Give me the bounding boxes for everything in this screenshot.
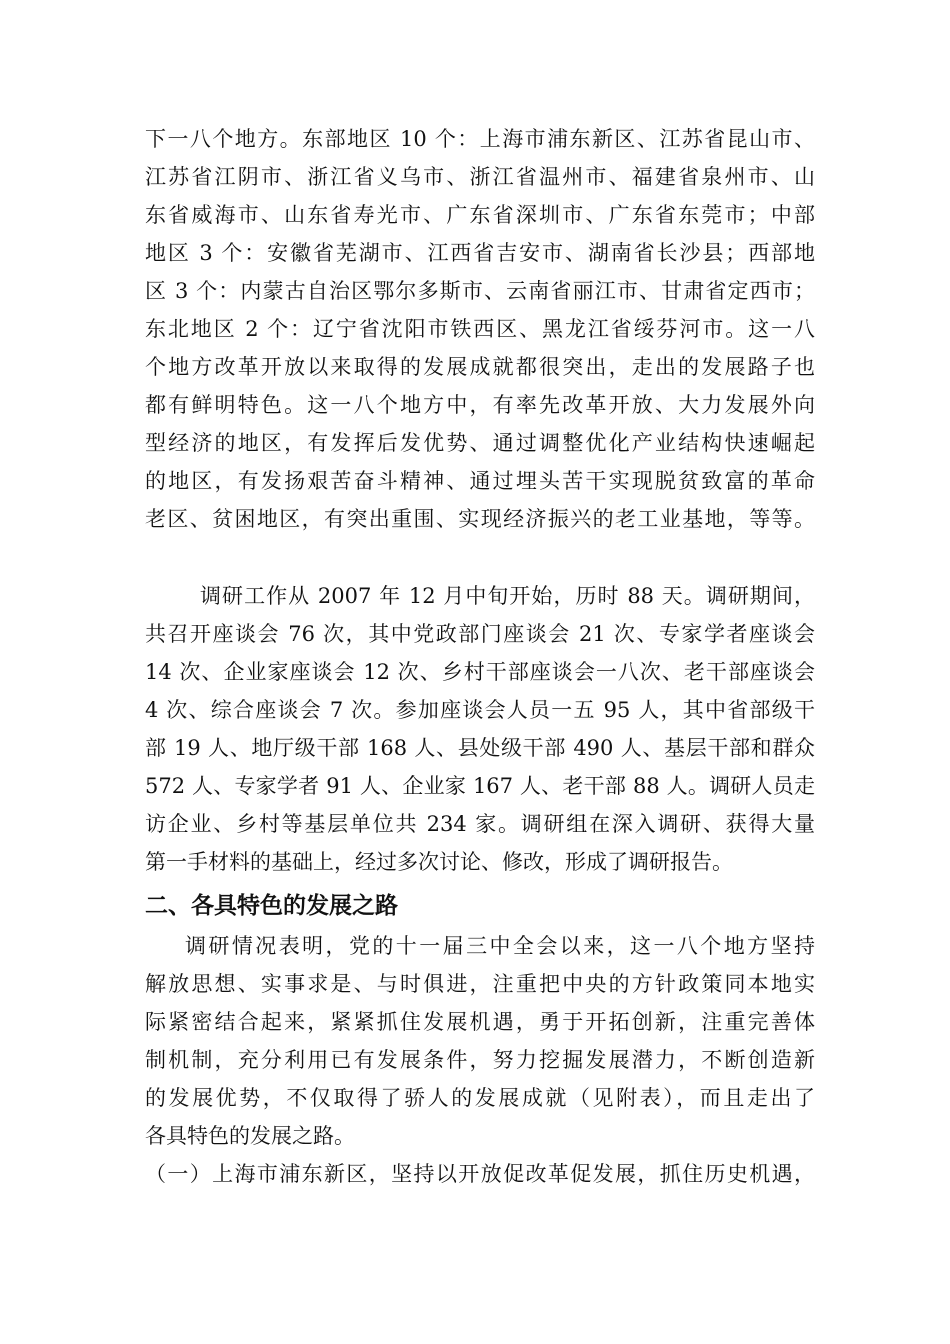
text-line: 调研情况表明，党的十一届三中全会以来，这一八个地方坚持 [185, 934, 815, 958]
section-heading: 二、各具特色的发展之路 [145, 893, 398, 919]
text-line: 的发展优势，不仅取得了骄人的发展成就（见附表），而且走出了 [145, 1086, 815, 1110]
text-line: 各具特色的发展之路。 [145, 1124, 355, 1148]
text-line: 都有鲜明特色。这一八个地方中，有率先改革开放、大力发展外向 [145, 393, 815, 417]
text-line: 共召开座谈会 76 次，其中党政部门座谈会 21 次、专家学者座谈会 [145, 622, 815, 646]
text-line: 制机制，充分利用已有发展条件，努力挖掘发展潜力，不断创造新 [145, 1048, 815, 1072]
text-line: 江苏省江阴市、浙江省义乌市、浙江省温州市、福建省泉州市、山 [145, 165, 815, 189]
text-line: （一）上海市浦东新区，坚持以开放促改革促发展，抓住历史机遇， [145, 1162, 815, 1186]
text-line: 东北地区 2 个：辽宁省沈阳市铁西区、黑龙江省绥芬河市。这一八 [145, 317, 815, 341]
text-line: 地区 3 个：安徽省芜湖市、江西省吉安市、湖南省长沙县；西部地 [145, 241, 815, 265]
text-line: 区 3 个：内蒙古自治区鄂尔多斯市、云南省丽江市、甘肃省定西市； [145, 279, 815, 303]
text-line: 际紧密结合起来，紧紧抓住发展机遇，勇于开拓创新，注重完善体 [145, 1010, 815, 1034]
text-line: 572 人、专家学者 91 人、企业家 167 人、老干部 88 人。调研人员走 [145, 774, 815, 798]
text-line: 个地方改革开放以来取得的发展成就都很突出，走出的发展路子也 [145, 355, 815, 379]
text-line: 下一八个地方。东部地区 10 个：上海市浦东新区、江苏省昆山市、 [145, 127, 815, 151]
text-line: 的地区，有发扬艰苦奋斗精神、通过埋头苦干实现脱贫致富的革命 [145, 469, 815, 493]
text-line: 14 次、企业家座谈会 12 次、乡村干部座谈会一八次、老干部座谈会 [145, 660, 815, 684]
text-line: 4 次、综合座谈会 7 次。参加座谈会人员一五 95 人，其中省部级干 [145, 698, 815, 722]
text-line: 东省威海市、山东省寿光市、广东省深圳市、广东省东莞市；中部 [145, 203, 815, 227]
text-line: 老区、贫困地区，有突出重围、实现经济振兴的老工业基地，等等。 [145, 507, 815, 531]
text-line: 解放思想、实事求是、与时俱进，注重把中央的方针政策同本地实 [145, 972, 815, 996]
text-line: 访企业、乡村等基层单位共 234 家。调研组在深入调研、获得大量 [145, 812, 815, 836]
text-line: 型经济的地区，有发挥后发优势、通过调整优化产业结构快速崛起 [145, 431, 815, 455]
text-line: 部 19 人、地厅级干部 168 人、县处级干部 490 人、基层干部和群众 [145, 736, 815, 760]
text-line: 第一手材料的基础上，经过多次讨论、修改，形成了调研报告。 [145, 850, 733, 874]
text-line: 调研工作从 2007 年 12 月中旬开始，历时 88 天。调研期间， [200, 584, 815, 608]
